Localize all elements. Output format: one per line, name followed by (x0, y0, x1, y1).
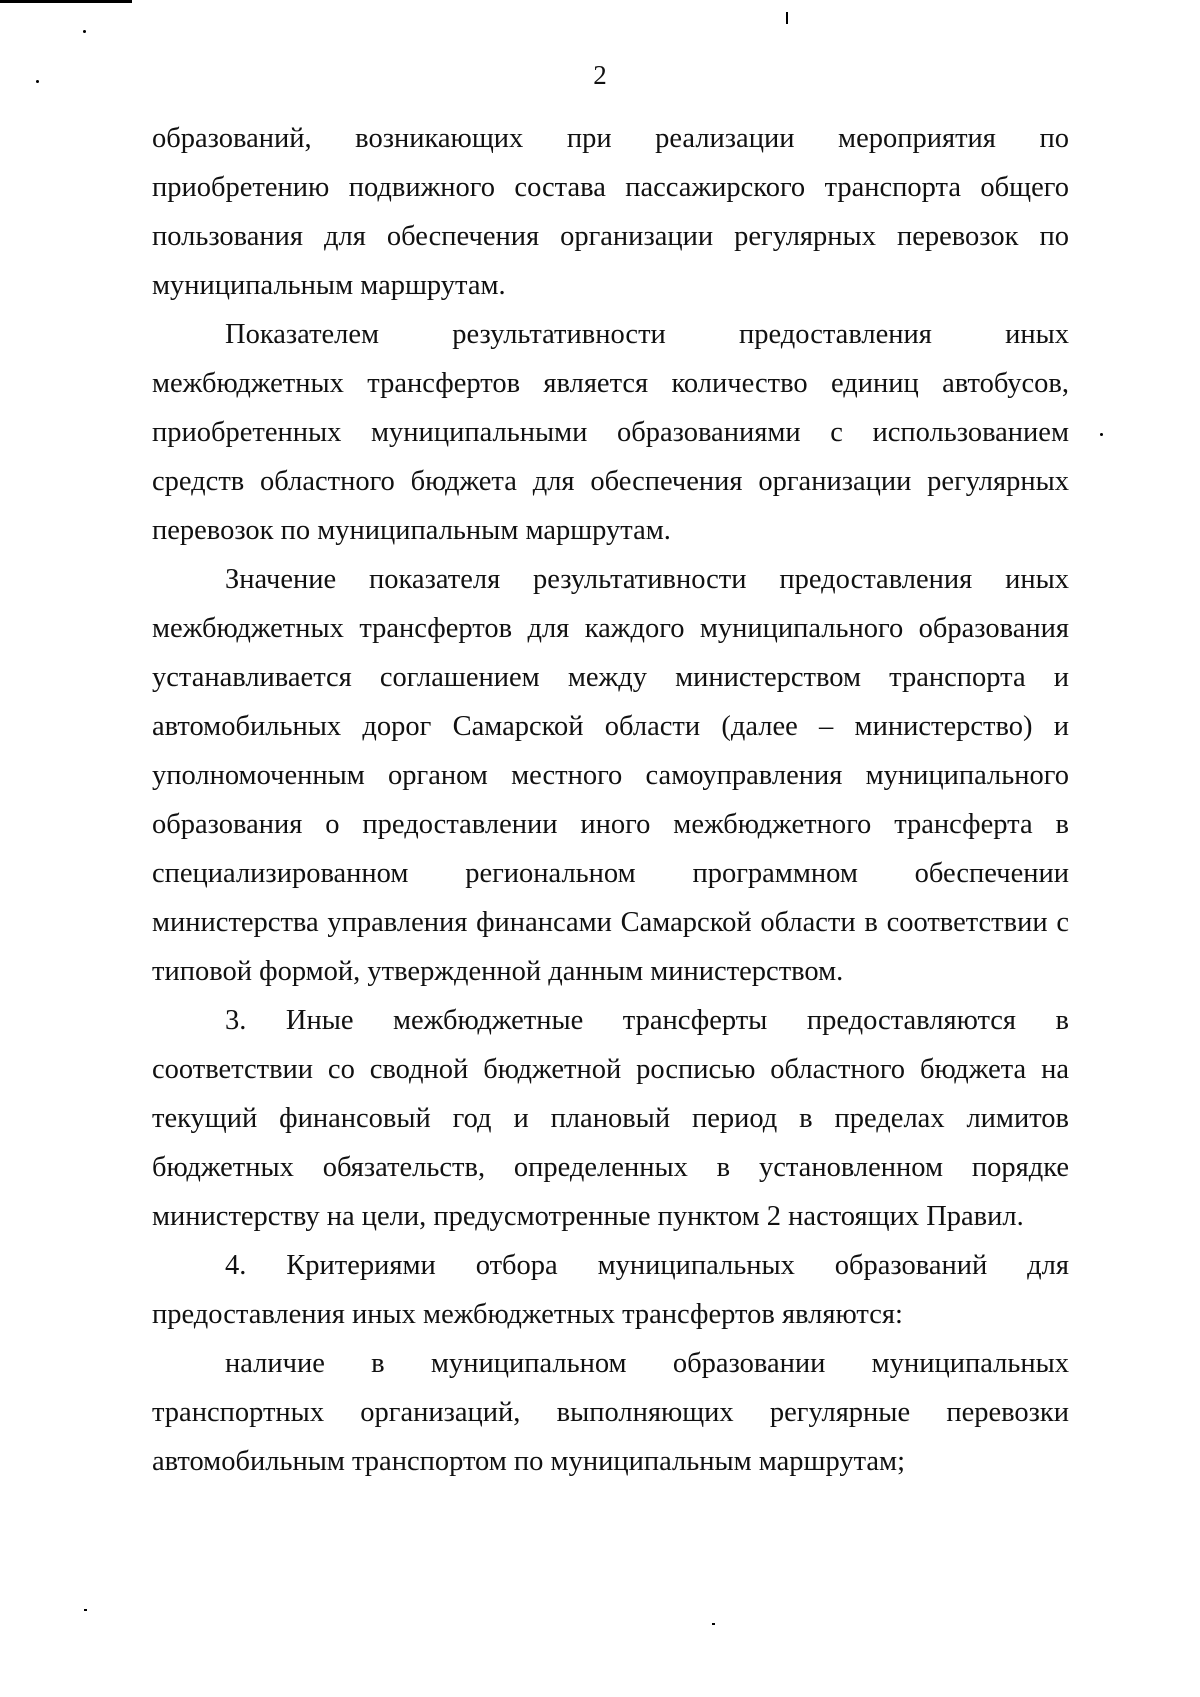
paragraph-performance-indicator: Показателем результативности предоставления иных межбюджетных трансфертов является количество единиц автобусов, приобретенных муниципальными образованиями с использованием средств областного бюджета для обеспечения организации регулярных перевозок по муниципальным маршрутам. (152, 319, 1069, 546)
scan-dot (83, 30, 86, 33)
scan-edge-line (0, 0, 132, 3)
scan-dot (1100, 433, 1103, 436)
scan-dot (84, 1609, 87, 1611)
paragraph-indicator-value: Значение показателя результативности предоставления иных межбюджетных трансфертов для каждого муниципального образования устанавливается соглашением между министерством транспорта и автомобильных дорог Самарской области (далее – министерство) и уполномоченным органом местного самоуправления муниципального образования о предоставлении иного межбюджетного трансферта в специализированном региональном программном обеспечении министерства управления финансами Самарской области в соответствии с типовой формой, утвержденной данным министерством. (152, 564, 1069, 987)
paragraph-item-3: 3. Иные межбюджетные трансферты предоставляются в соответствии со сводной бюджетной росписью областного бюджета на текущий финансовый год и плановый период в пределах лимитов бюджетных обязательств, определенных в установленном порядке министерству на цели, предусмотренные пунктом 2 настоящих Правил. (152, 1005, 1069, 1232)
scan-dot (712, 1623, 715, 1625)
paragraph-continuation: образований, возникающих при реализации мероприятия по приобретению подвижного состава пассажирского транспорта общего пользования для обеспечения организации регулярных перевозок по муниципальным маршрутам. (152, 123, 1069, 301)
document-body (152, 114, 1069, 1486)
page-number: 2 (593, 60, 607, 90)
paragraph-criterion-1: наличие в муниципальном образовании муниципальных транспортных организаций, выполняющих регулярные перевозки автомобильным транспортом по муниципальным маршрутам; (152, 1348, 1069, 1477)
paragraph-item-4: 4. Критериями отбора муниципальных образований для предоставления иных межбюджетных трансфертов являются: (152, 1250, 1069, 1330)
scan-tick (786, 12, 788, 24)
